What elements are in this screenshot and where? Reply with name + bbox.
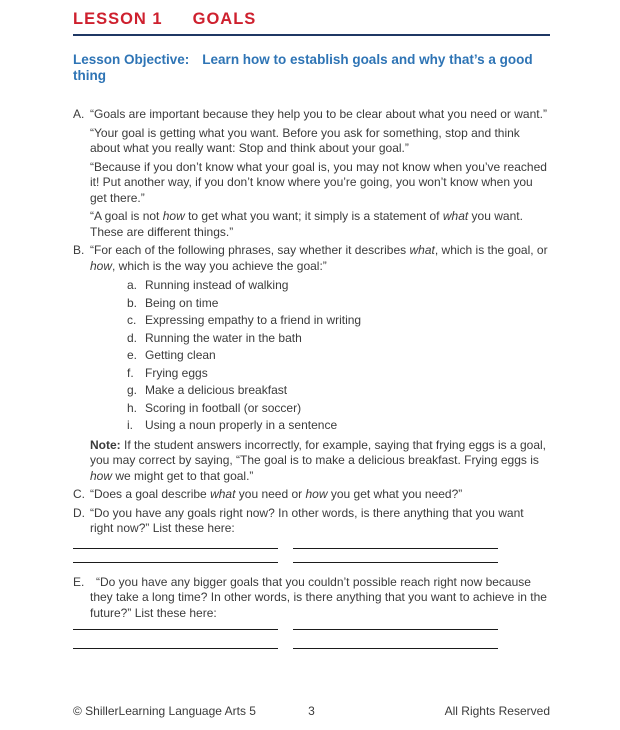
section-b-text [90, 243, 550, 434]
section-e-marker: E. [73, 574, 85, 589]
answer-line-row [73, 630, 550, 649]
phrase-letter: a. [127, 278, 138, 292]
phrase-item [127, 331, 550, 347]
phrase-item [127, 296, 550, 312]
section-e-text [90, 575, 550, 622]
phrase-text: Expressing empathy to a friend in writing [145, 313, 362, 327]
phrase-text: Make a delicious breakfast [145, 383, 288, 397]
answer-line [293, 549, 498, 563]
phrase-letter: d. [127, 330, 138, 345]
header-divider [73, 34, 550, 36]
phrase-text: Running instead of walking [145, 278, 289, 292]
page-number: 3 [308, 704, 315, 718]
paragraph: “Because if you don’t know what your goal is, you may not know when you’ve reached it! Put another way, if you don’t know where you’re going, you won’t know when you get there.” [90, 159, 547, 205]
copyright-text: © ShillerLearning Language Arts 5 [73, 704, 256, 718]
lesson-objective [73, 52, 550, 84]
phrase-letter: b. [127, 295, 138, 310]
answer-lines-e [73, 621, 550, 649]
lesson-title: GOALS [192, 10, 257, 28]
phrase-item [127, 348, 550, 364]
phrase-list [127, 278, 550, 434]
paragraph: “Do you have any goals right now? In other words, is there anything that you want right now?” List these here: [90, 505, 524, 535]
phrase-letter: g. [127, 383, 138, 397]
phrase-letter: h. [127, 400, 138, 415]
section-c-marker: C. [73, 487, 85, 501]
answer-line-row [73, 549, 550, 563]
phrase-letter: i. [127, 418, 133, 432]
phrase-text: Running the water in the bath [145, 330, 302, 345]
section-e [73, 575, 550, 622]
lesson-header [73, 10, 550, 29]
answer-lines-d [73, 537, 550, 563]
answer-line [293, 630, 498, 649]
section-a-text [90, 107, 550, 240]
paragraph: “Your goal is getting what you want. Before you ask for something, stop and think about what you really want: Stop and think about your goal.” [90, 125, 520, 155]
phrase-item [127, 418, 550, 434]
paragraph: “Do you have any bigger goals that you couldn’t possible reach right now because they take a long time? In other words, is there anything that you want to achieve in the future?” List these here: [90, 574, 547, 620]
phrase-item [127, 383, 550, 399]
lesson-objective-text: Learn how to establish goals and why that’s a good thing [73, 52, 533, 83]
phrase-text: Using a noun properly in a sentence [145, 418, 338, 432]
page-footer [73, 704, 550, 720]
answer-line-row [73, 621, 550, 630]
paragraph: “For each of the following phrases, say whether it describes what, which is the goal, or how, which is the way you achieve the goal:” [90, 243, 548, 273]
section-c-text [90, 487, 550, 503]
section-b [73, 243, 550, 434]
phrase-letter: f. [127, 365, 134, 380]
answer-line-row [73, 537, 550, 549]
page-content [73, 10, 550, 649]
answer-line [73, 621, 278, 630]
answer-line [293, 537, 498, 549]
teacher-note: Note: If the student answers incorrectly, for example, saying that frying eggs is a goal, you may correct by saying, “The goal is to make a delicious breakfast. Frying eggs is how we might get to that goal.” [90, 437, 546, 483]
answer-line [293, 621, 498, 630]
answer-line [73, 537, 278, 549]
phrase-letter: c. [127, 313, 137, 327]
section-c [73, 487, 550, 503]
section-a [73, 107, 550, 240]
phrase-text: Getting clean [145, 348, 216, 362]
phrase-text: Frying eggs [145, 365, 208, 380]
lesson-objective-label: Lesson Objective: [73, 52, 190, 67]
phrase-text: Being on time [145, 295, 219, 310]
rights-text: All Rights Reserved [444, 704, 550, 718]
section-a-marker: A. [73, 107, 85, 121]
phrase-text: Scoring in football (or soccer) [145, 400, 302, 415]
phrase-item [127, 278, 550, 294]
section-b-marker: B. [73, 243, 85, 257]
paragraph: “Does a goal describe what you need or how you get what you need?” [90, 487, 463, 501]
lesson-body [73, 107, 550, 649]
paragraph: “Goals are important because they help you to be clear about what you need or want.” [90, 107, 547, 121]
phrase-item [127, 401, 550, 417]
answer-line [73, 630, 278, 649]
lesson-number: LESSON 1 [73, 10, 163, 28]
phrase-item [127, 366, 550, 382]
answer-line [73, 549, 278, 563]
phrase-letter: e. [127, 348, 138, 362]
section-d [73, 506, 550, 537]
paragraph: “A goal is not how to get what you want; it simply is a statement of what you want. These are different things.” [90, 209, 523, 239]
section-d-marker: D. [73, 505, 85, 520]
section-d-text [90, 506, 550, 537]
phrase-item [127, 313, 550, 329]
